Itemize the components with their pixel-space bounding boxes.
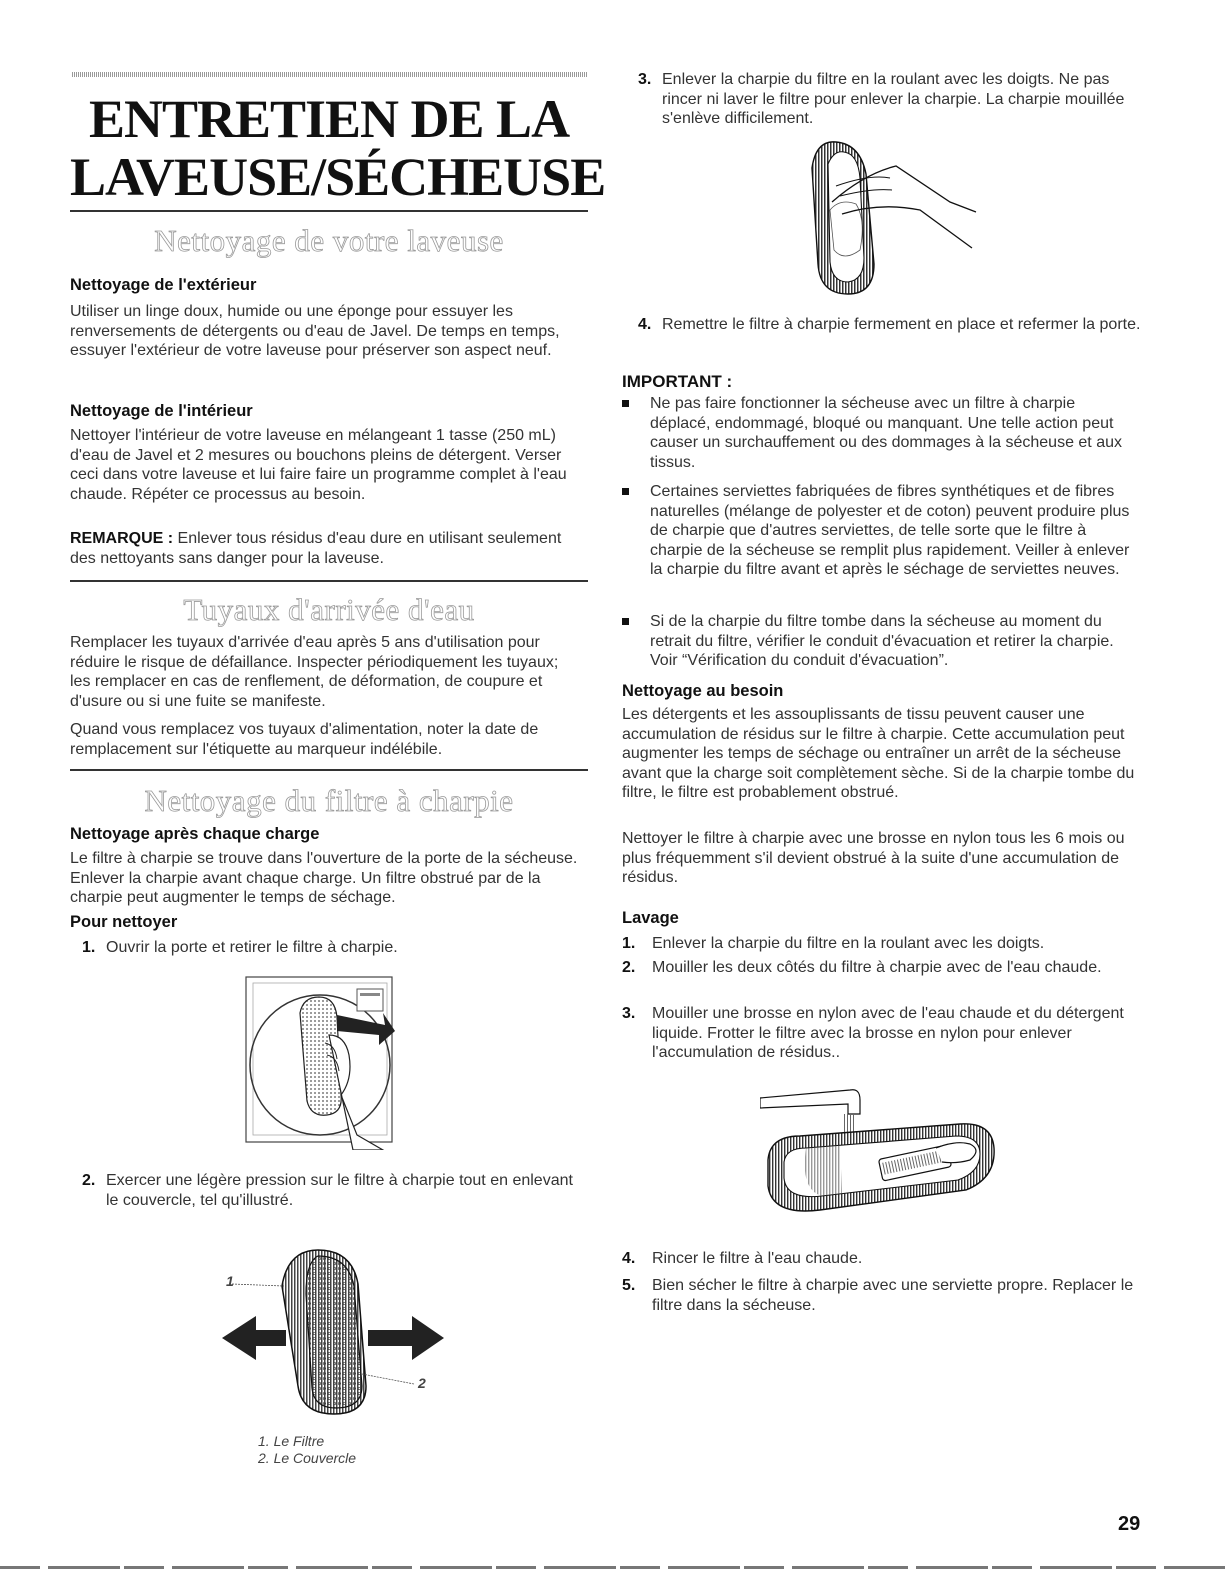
step-text: Enlever la charpie du filtre en la roulant avec les doigts. Ne pas rincer ni laver le filtre pour enlever la charpie. La charpie mouillée s'enlève difficilement.	[662, 71, 1125, 128]
step-1	[82, 938, 582, 958]
step-number: 1.	[82, 939, 96, 956]
paragraph-tuyaux-1: Remplacer les tuyaux d'arrivée d'eau après 5 ans d'utilisation pour réduire le risque de défaillance. Inspecter périodiquement les tuyaux; les remplacer en cas de renflement, de déformation, de coupure et d'usure ou si une fuite se manifeste.	[70, 634, 559, 710]
heading-lavage: Lavage	[622, 909, 679, 927]
caption-couvercle: 2. Le Couvercle	[258, 1450, 357, 1466]
heading-pour-nettoyer: Pour nettoyer	[70, 913, 178, 931]
bullet-text: Ne pas faire fonctionner la sécheuse avec un filtre à charpie déplacé, endommagé, bloqué ou manquant. Une telle action peut causer un surchauffement ou des dommages à la sécheuse et aux tissus.	[650, 395, 1122, 471]
figure-filter-removal	[245, 975, 395, 1150]
step-text: Ouvrir la porte et retirer le filtre à charpie.	[106, 939, 398, 956]
section-divider	[70, 580, 588, 582]
step-number: 1.	[622, 935, 636, 952]
page-title-line-2: LAVEUSE/SÉCHEUSE	[70, 147, 606, 207]
step-2	[82, 1171, 582, 1210]
bottom-decorative-rule	[0, 1566, 1225, 1569]
top-decorative-rule	[72, 72, 588, 77]
paragraph-au-besoin-2: Nettoyer le filtre à charpie avec une brosse en nylon tous les 6 mois ou plus fréquemment s'il devient obstrué à la suite d'une accumulation de résidus.	[622, 830, 1125, 887]
paragraph-exterieur: Utiliser un linge doux, humide ou une éponge pour essuyer les renversements de détergents ou d'eau de Javel. De temps en temps, essuyer l'extérieur de votre laveuse pour préserver son aspect neuf.	[70, 303, 560, 360]
lavage-step-2	[622, 958, 1137, 978]
step-text: Mouiller les deux côtés du filtre à charpie avec de l'eau chaude.	[652, 959, 1102, 976]
lavage-step-4	[622, 1249, 1137, 1269]
step-4	[638, 315, 1143, 335]
step-number: 4.	[638, 316, 652, 333]
paragraph-au-besoin-1: Les détergents et les assouplissants de tissu peuvent causer une accumulation de résidus sur le filtre à charpie. Cette accumulation peut augmenter les temps de séchage ou entraîner un arrêt de la sécheuse avant que la charge soit complètement sèche. Si de la charpie tombe du filtre, le filtre est probablement obstrué.	[622, 706, 1135, 802]
figure-roll-lint	[800, 138, 980, 298]
caption-filtre: 1. Le Filtre	[258, 1433, 325, 1449]
step-number: 5.	[622, 1277, 636, 1294]
step-number: 2.	[82, 1172, 96, 1189]
step-text: Mouiller une brosse en nylon avec de l'eau chaude et du détergent liquide. Frotter le filtre avec la brosse en nylon pour enlever l'accumulation de résidus..	[652, 1005, 1124, 1062]
heading-interieur: Nettoyage de l'intérieur	[70, 402, 253, 420]
figure-filter-cover	[222, 1236, 452, 1426]
heading-exterieur: Nettoyage de l'extérieur	[70, 276, 257, 294]
lavage-step-5	[622, 1276, 1137, 1315]
figure-wash-filter	[760, 1078, 1000, 1226]
lavage-step-3	[622, 1004, 1137, 1063]
paragraph-tuyaux-2: Quand vous remplacez vos tuyaux d'alimentation, noter la date de remplacement sur l'étiquette au marqueur indélébile.	[70, 721, 539, 758]
step-number: 3.	[622, 1005, 636, 1022]
step-text: Rincer le filtre à l'eau chaude.	[652, 1250, 863, 1267]
bullet-text: Si de la charpie du filtre tombe dans la sécheuse au moment du retrait du filtre, vérifier le conduit d'évacuation et retirer la charpie. Voir “Vérification du conduit d'évacuation”.	[650, 613, 1114, 670]
step-number: 4.	[622, 1250, 636, 1267]
section-title-laveuse: Nettoyage de votre laveuse	[154, 223, 504, 258]
remarque-label: REMARQUE :	[70, 530, 174, 547]
step-text: Exercer une légère pression sur le filtre à charpie tout en enlevant le couvercle, tel qu'illustré.	[106, 1172, 573, 1209]
important-bullet-3	[622, 612, 1132, 671]
step-text: Enlever la charpie du filtre en la roulant avec les doigts.	[652, 935, 1045, 952]
page-number: 29	[1118, 1513, 1141, 1535]
heading-au-besoin: Nettoyage au besoin	[622, 682, 784, 700]
bullet-square-icon	[622, 618, 629, 625]
step-3	[638, 70, 1143, 129]
paragraph-apres-charge: Le filtre à charpie se trouve dans l'ouverture de la porte de la sécheuse. Enlever la charpie avant chaque charge. Un filtre obstrué par de la charpie peut augmenter le temps de séchage.	[70, 850, 578, 907]
step-text: Remettre le filtre à charpie fermement en place et refermer la porte.	[662, 316, 1141, 333]
figure-label-1: 1	[226, 1273, 234, 1289]
remarque-text: Enlever tous résidus d'eau dure en utilisant seulement des nettoyants sans danger pour la laveuse.	[70, 530, 562, 567]
section-title-filtre: Nettoyage du filtre à charpie	[144, 783, 514, 818]
page-title	[70, 89, 606, 207]
paragraph-interieur: Nettoyer l'intérieur de votre laveuse en mélangeant 1 tasse (250 mL) d'eau de Javel et 2 mesures ou bouchons pleins de détergent. Verser ceci dans votre laveuse et lui faire faire un programme complet à l'eau chaude. Répéter ce processus au besoin.	[70, 427, 567, 503]
bullet-text: Certaines serviettes fabriquées de fibres synthétiques et de fibres naturelles (mélange de polyester et de coton) peuvent produire plus de charpie que d'autres serviettes, de telle sorte que le filtre à charpie de la sécheuse se remplit plus rapidement. Veiller à enlever la charpie du filtre avant et après le séchage de serviettes neuves.	[650, 483, 1130, 579]
step-number: 3.	[638, 71, 652, 88]
step-number: 2.	[622, 959, 636, 976]
remarque-note	[70, 529, 580, 568]
bullet-square-icon	[622, 400, 629, 407]
section-title-tuyaux: Tuyaux d'arrivée d'eau	[183, 592, 475, 627]
section-divider	[70, 769, 588, 771]
section-divider	[70, 210, 588, 212]
important-bullet-1	[622, 394, 1132, 472]
heading-important: IMPORTANT :	[622, 372, 733, 391]
step-text: Bien sécher le filtre à charpie avec une serviette propre. Replacer le filtre dans la sécheuse.	[652, 1277, 1134, 1314]
lavage-step-1	[622, 934, 1137, 954]
figure-label-2: 2	[418, 1375, 426, 1391]
heading-apres-charge: Nettoyage après chaque charge	[70, 825, 320, 843]
bullet-square-icon	[622, 488, 629, 495]
page-title-line-1: ENTRETIEN DE LA	[88, 89, 570, 149]
important-bullet-2	[622, 482, 1132, 580]
